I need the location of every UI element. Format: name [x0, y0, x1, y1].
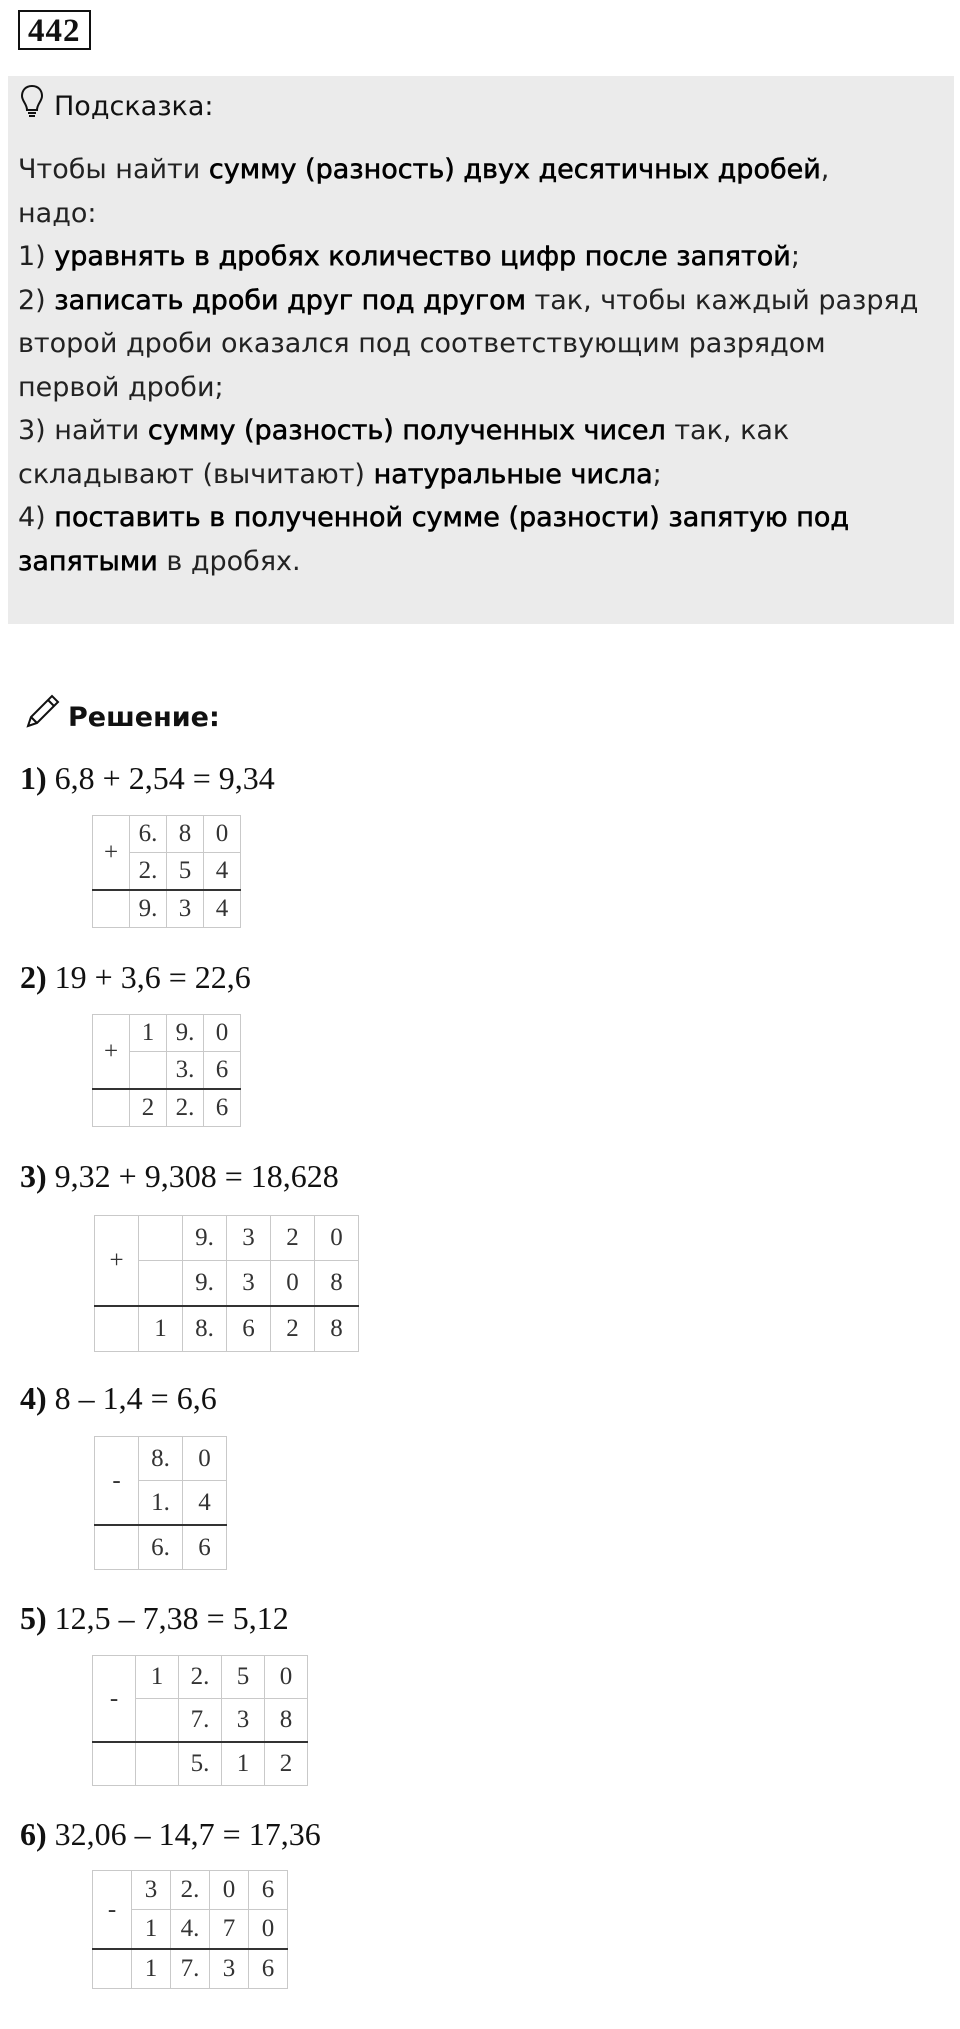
- digit-cell: 2.: [167, 1089, 204, 1127]
- digit-cell: 1: [132, 1949, 171, 1989]
- digit-cell: 4: [183, 1481, 227, 1526]
- hint-segment: 3) найти: [18, 415, 148, 446]
- equation: [20, 758, 275, 798]
- column-calculation: [94, 1436, 227, 1570]
- digit-cell: 2: [265, 1742, 308, 1786]
- operand-row: [93, 1656, 308, 1699]
- column-calculation: [92, 1014, 241, 1127]
- equation-expression: 19 + 3,6 = 22,6: [46, 959, 251, 995]
- operand-row: [93, 1871, 288, 1910]
- solution-title-text: Решение:: [68, 702, 220, 733]
- hint-line: [18, 322, 948, 366]
- equation-expression: 12,5 – 7,38 = 5,12: [46, 1600, 289, 1636]
- hint-segment: складывают (вычитают): [18, 458, 374, 490]
- empty-cell: [95, 1306, 139, 1352]
- digit-cell: 0: [204, 1015, 241, 1052]
- digit-cell: [139, 1216, 183, 1261]
- result-row: [95, 1525, 227, 1570]
- equation-expression: 32,06 – 14,7 = 17,36: [46, 1816, 321, 1852]
- digit-cell: 0: [265, 1656, 308, 1699]
- hint-emphasis: натуральные числа: [373, 458, 653, 490]
- digit-cell: 2: [130, 1089, 167, 1127]
- digit-cell: 3: [132, 1871, 171, 1910]
- equation: [20, 1378, 217, 1418]
- digit-cell: [139, 1261, 183, 1307]
- hint-line: [18, 235, 948, 279]
- digit-cell: 8: [315, 1261, 359, 1307]
- empty-cell: [93, 1949, 132, 1989]
- operator-sign: +: [93, 1015, 130, 1090]
- digit-cell: 0: [183, 1437, 227, 1481]
- digit-cell: 1: [139, 1306, 183, 1352]
- hint-segment: 1): [18, 241, 55, 272]
- digit-cell: 3: [227, 1216, 271, 1261]
- operator-sign: +: [95, 1216, 139, 1307]
- digit-cell: 2.: [130, 853, 167, 891]
- hint-emphasis: запятыми: [18, 545, 158, 577]
- hint-segment: надо:: [18, 197, 97, 229]
- digit-cell: 2: [271, 1216, 315, 1261]
- hint-emphasis: записать дроби друг под другом: [54, 284, 526, 316]
- digit-cell: 8: [167, 816, 204, 853]
- digit-cell: 6: [204, 1052, 241, 1090]
- digit-cell: 1.: [139, 1481, 183, 1526]
- hint-line: [18, 192, 948, 236]
- hint-segment: Чтобы найти: [18, 154, 209, 185]
- operator-sign: -: [93, 1871, 132, 1950]
- equation-number: 1): [20, 760, 47, 796]
- hint-line: [18, 453, 948, 497]
- operator-sign: -: [93, 1656, 136, 1743]
- result-row: [93, 1742, 308, 1786]
- digit-cell: 0: [204, 816, 241, 853]
- digit-cell: [136, 1699, 179, 1743]
- hint-segment: первой дроби;: [18, 371, 224, 403]
- digit-cell: 4: [204, 853, 241, 891]
- hint-segment: ;: [652, 458, 662, 490]
- digit-cell: 6: [227, 1306, 271, 1352]
- hint-segment: ,: [820, 154, 830, 185]
- pencil-icon: [22, 692, 62, 744]
- digit-cell: 6: [183, 1525, 227, 1570]
- digit-cell: 1: [136, 1656, 179, 1699]
- task-number: 442: [18, 10, 91, 50]
- digit-cell: 0: [249, 1910, 288, 1950]
- hint-emphasis: сумму (разность) полученных чисел: [147, 415, 666, 446]
- equation-number: 6): [20, 1816, 47, 1852]
- digit-cell: 2.: [171, 1871, 210, 1910]
- hint-segment: 2): [18, 284, 55, 316]
- digit-cell: 0: [210, 1871, 249, 1910]
- hint-emphasis: уравнять в дробях количество цифр после запятой: [54, 241, 791, 272]
- equation: [20, 1156, 339, 1196]
- digit-cell: 5: [167, 853, 204, 891]
- hint-emphasis: сумму (разность) двух десятичных дробей: [208, 154, 821, 185]
- digit-cell: 1: [132, 1910, 171, 1950]
- equation-expression: 8 – 1,4 = 6,6: [46, 1380, 217, 1416]
- equation-number: 3): [20, 1158, 47, 1194]
- column-calculation: [92, 1870, 288, 1989]
- digit-cell: 7.: [171, 1949, 210, 1989]
- column-calculation: [94, 1215, 359, 1352]
- digit-cell: 3: [227, 1261, 271, 1307]
- digit-cell: 5: [222, 1656, 265, 1699]
- digit-cell: 2: [271, 1306, 315, 1352]
- hint-segment: ;: [790, 241, 800, 272]
- hint-segment: второй дроби оказался под соответствующим разрядом: [18, 328, 826, 359]
- operator-sign: -: [95, 1437, 139, 1526]
- empty-cell: [93, 1089, 130, 1127]
- empty-cell: [93, 1742, 136, 1786]
- empty-cell: [93, 890, 130, 928]
- hint-title: [20, 84, 214, 130]
- operand-row: [93, 1015, 241, 1052]
- digit-cell: 6.: [130, 816, 167, 853]
- lightbulb-icon: [20, 84, 44, 130]
- digit-cell: 6: [204, 1089, 241, 1127]
- hint-segment: так, чтобы каждый разряд: [525, 284, 919, 316]
- equation-number: 5): [20, 1600, 47, 1636]
- column-calculation: [92, 1655, 308, 1786]
- digit-cell: 4: [204, 890, 241, 928]
- digit-cell: [136, 1742, 179, 1786]
- operand-row: [95, 1216, 359, 1261]
- digit-cell: 6: [249, 1871, 288, 1910]
- hint-line: [18, 409, 948, 453]
- result-row: [93, 890, 241, 928]
- hint-title-text: Подсказка:: [54, 91, 214, 122]
- operator-sign: +: [93, 816, 130, 891]
- digit-cell: 9.: [183, 1216, 227, 1261]
- hint-line: [18, 148, 948, 192]
- digit-cell: [130, 1052, 167, 1090]
- empty-cell: [95, 1525, 139, 1570]
- digit-cell: 1: [130, 1015, 167, 1052]
- digit-cell: 4.: [171, 1910, 210, 1950]
- hint-line: [18, 496, 948, 540]
- equation-expression: 9,32 + 9,308 = 18,628: [46, 1158, 339, 1194]
- hint-emphasis: поставить в полученной сумме (разности) запятую под: [54, 502, 850, 533]
- hint-segment: так, как: [665, 415, 790, 446]
- digit-cell: 3: [222, 1699, 265, 1743]
- hint-line: [18, 366, 948, 410]
- digit-cell: 3.: [167, 1052, 204, 1090]
- equation: [20, 1598, 289, 1638]
- hint-segment: 4): [18, 502, 55, 533]
- hint-segment: в дробях.: [157, 545, 301, 577]
- result-row: [95, 1306, 359, 1352]
- digit-cell: 8.: [183, 1306, 227, 1352]
- equation: [20, 1814, 321, 1854]
- digit-cell: 9.: [167, 1015, 204, 1052]
- solution-title: [22, 692, 220, 744]
- digit-cell: 8: [315, 1306, 359, 1352]
- hint-line: [18, 279, 948, 323]
- digit-cell: 7: [210, 1910, 249, 1950]
- digit-cell: 8.: [139, 1437, 183, 1481]
- operand-row: [93, 816, 241, 853]
- column-calculation: [92, 815, 241, 928]
- digit-cell: 8: [265, 1699, 308, 1743]
- equation-expression: 6,8 + 2,54 = 9,34: [46, 760, 275, 796]
- equation-number: 2): [20, 959, 47, 995]
- digit-cell: 6.: [139, 1525, 183, 1570]
- result-row: [93, 1949, 288, 1989]
- equation-number: 4): [20, 1380, 47, 1416]
- digit-cell: 1: [222, 1742, 265, 1786]
- operand-row: [95, 1437, 227, 1481]
- equation: [20, 957, 251, 997]
- digit-cell: 0: [271, 1261, 315, 1307]
- digit-cell: 2.: [179, 1656, 222, 1699]
- result-row: [93, 1089, 241, 1127]
- hint-line: [18, 540, 948, 584]
- digit-cell: 9.: [183, 1261, 227, 1307]
- digit-cell: 9.: [130, 890, 167, 928]
- digit-cell: 6: [249, 1949, 288, 1989]
- digit-cell: 3: [167, 890, 204, 928]
- digit-cell: 5.: [179, 1742, 222, 1786]
- digit-cell: 7.: [179, 1699, 222, 1743]
- digit-cell: 3: [210, 1949, 249, 1989]
- hint-text: [18, 148, 948, 583]
- digit-cell: 0: [315, 1216, 359, 1261]
